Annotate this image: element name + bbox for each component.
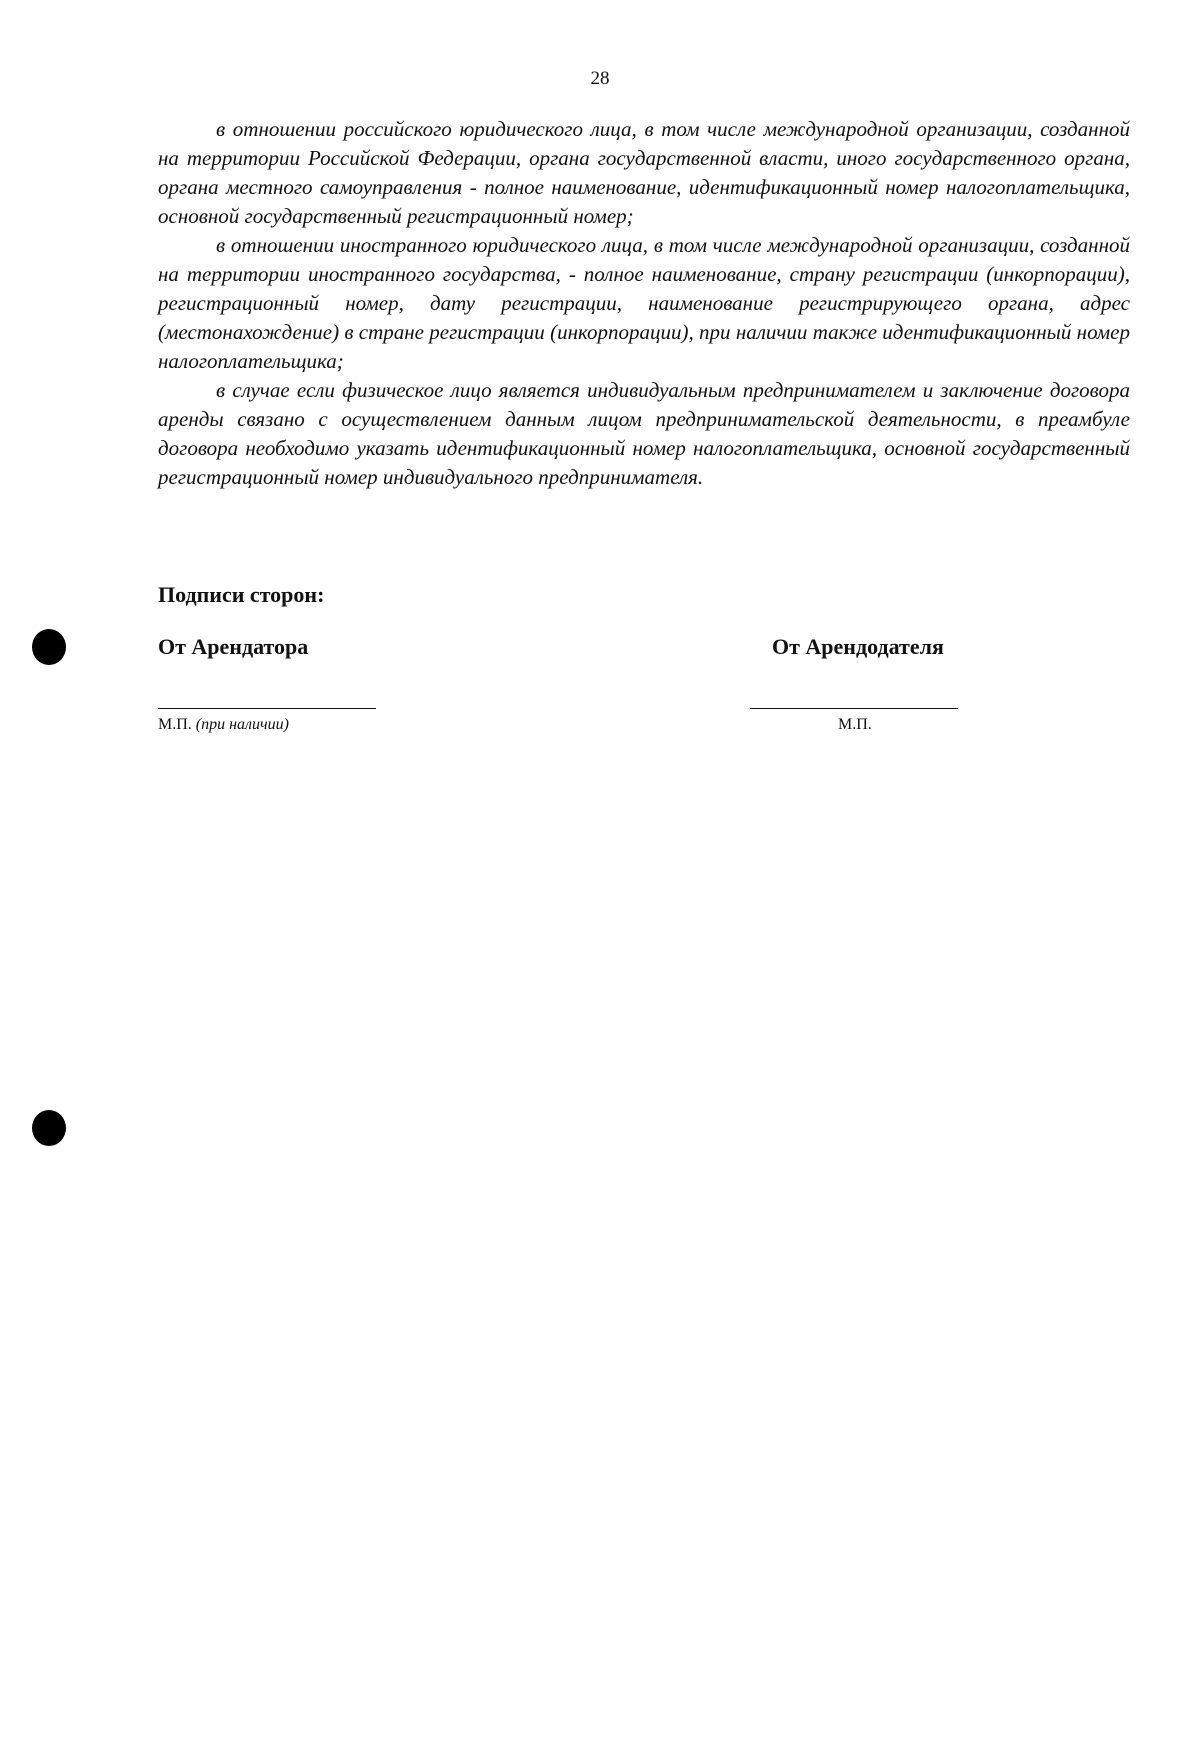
tenant-stamp-label: М.П. (158, 716, 192, 733)
landlord-signature-line (750, 708, 958, 709)
tenant-signature-line (158, 708, 376, 709)
tenant-label: От Арендатора (158, 634, 309, 659)
paragraph-russian-entity: в отношении российского юридического лица, в том числе международной организации, созданной на территории Российской Федерации, органа государственной власти, иного государственного органа, органа местного самоуправления - полное наименование, идентификационный номер налогоплательщика, основной государственный регистрационный номер; (158, 117, 1130, 228)
punch-hole-mark (32, 629, 66, 665)
paragraph-foreign-entity: в отношении иностранного юридического лица, в том числе международной организации, созданной на территории иностранного государства, - полное наименование, страну регистрации (инкорпорации), регистрационный номер, дату регистрации, наименование регистрирующего органа, адрес (местонахождение) в стране регистрации (инкорпорации), при наличии также идентификационный номер налогоплательщика; (158, 233, 1130, 373)
tenant-stamp-note: (при наличии) (195, 716, 289, 733)
paragraph-individual-entrepreneur: в случае если физическое лицо является индивидуальным предпринимателем и заключение договора аренды связано с осуществлением данным лицом предпринимательской деятельности, в преамбуле договора необходимо указать идентификационный номер налогоплательщика, основной государственный регистрационный номер индивидуального предпринимателя. (158, 378, 1130, 489)
signatures-heading: Подписи сторон: (158, 582, 325, 607)
document-body (158, 115, 1130, 492)
page-number: 28 (590, 68, 610, 89)
landlord-label: От Арендодателя (772, 634, 944, 659)
tenant-stamp-placeholder (158, 716, 289, 734)
punch-hole-mark (32, 1110, 66, 1146)
landlord-stamp-placeholder: М.П. (838, 716, 872, 733)
